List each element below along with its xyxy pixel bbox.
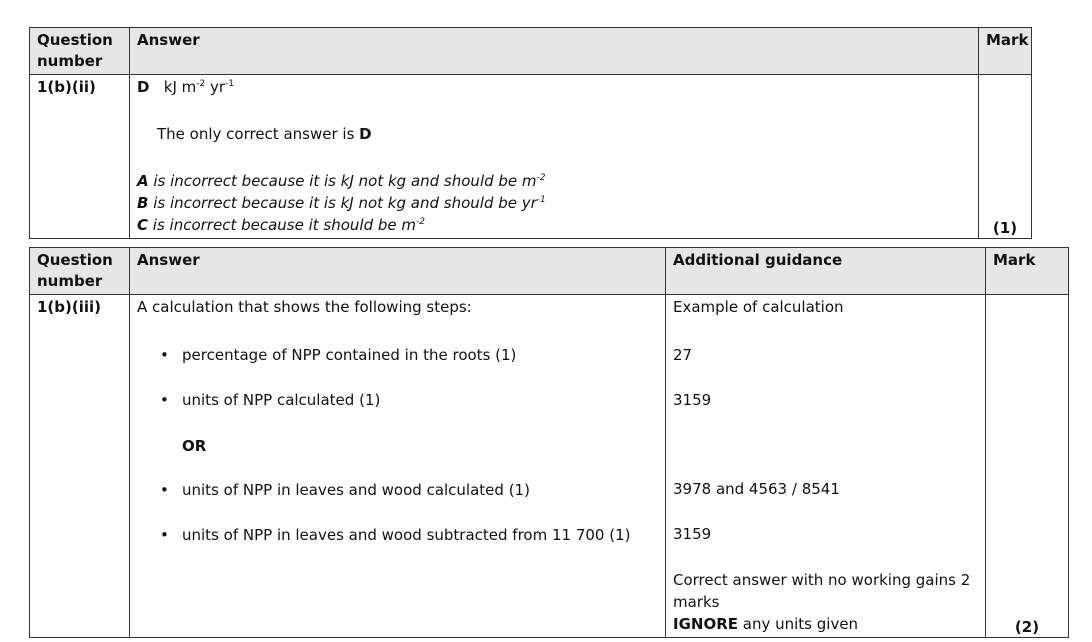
question-number-header: Question number <box>37 251 113 290</box>
answer-header: Answer <box>137 31 200 49</box>
mark-header: Mark <box>993 251 1036 269</box>
no-working-note: Correct answer with no working gains 2 marks <box>673 571 971 611</box>
table-header-row <box>30 28 1032 75</box>
explanation-c: C is incorrect because it should be $m^{-2}$ <box>137 216 425 234</box>
correct-answer-statement: The only correct answer is D <box>157 125 372 143</box>
guidance-header: Additional guidance <box>673 251 843 269</box>
ignore-units-note: IGNORE any units given <box>673 615 859 633</box>
bullet-icon: • <box>160 481 169 499</box>
mark-value: (2) <box>1014 618 1040 636</box>
answer-step-1: • percentage of NPP contained in the roots (1) <box>160 346 517 364</box>
mark-scheme-table-1bii <box>29 27 1032 239</box>
or-label: OR <box>182 437 207 455</box>
guidance-intro: Example of calculation <box>673 298 844 316</box>
answer-step-3: • units of NPP in leaves and wood calculated (1) <box>160 481 530 499</box>
answer-letter: D <box>137 78 150 96</box>
explanation-a: A is incorrect because it is kJ not kg and should be $m^{-2}$ <box>137 172 546 190</box>
answer-line <box>130 75 978 100</box>
guidance-step-2: 3159 <box>673 391 712 409</box>
guidance-step-3: 3978 and 4563 / 8541 <box>673 480 840 498</box>
explanations <box>130 168 978 238</box>
table-row <box>30 75 1032 239</box>
question-number-header: Question number <box>37 31 113 70</box>
guidance-note <box>666 567 985 637</box>
guidance-step-4: 3159 <box>673 525 712 543</box>
mark-value: (1) <box>992 219 1018 237</box>
answer-step-4: • units of NPP in leaves and wood subtracted from 11 700 (1) <box>160 526 631 544</box>
answer-step-2: • units of NPP calculated (1) <box>160 391 381 409</box>
question-number: 1(b)(ii) <box>37 78 96 96</box>
guidance-step-1: 27 <box>673 346 693 364</box>
bullet-icon: • <box>160 526 169 544</box>
bullet-icon: • <box>160 391 169 409</box>
mark-header: Mark <box>986 31 1029 49</box>
answer-header: Answer <box>137 251 200 269</box>
mark-scheme-table-1biii <box>29 247 1069 638</box>
answer-intro: A calculation that shows the following steps: <box>137 298 472 316</box>
bullet-icon: • <box>160 346 169 364</box>
table-header-row <box>30 248 1069 295</box>
answer-units: kJ $m^{-2}$ $yr^{-1}$ <box>163 78 235 96</box>
question-number: 1(b)(iii) <box>37 298 102 316</box>
explanation-b: B is incorrect because it is kJ not kg and should be $yr^{-1}$ <box>137 194 546 212</box>
table-row <box>30 295 1069 638</box>
